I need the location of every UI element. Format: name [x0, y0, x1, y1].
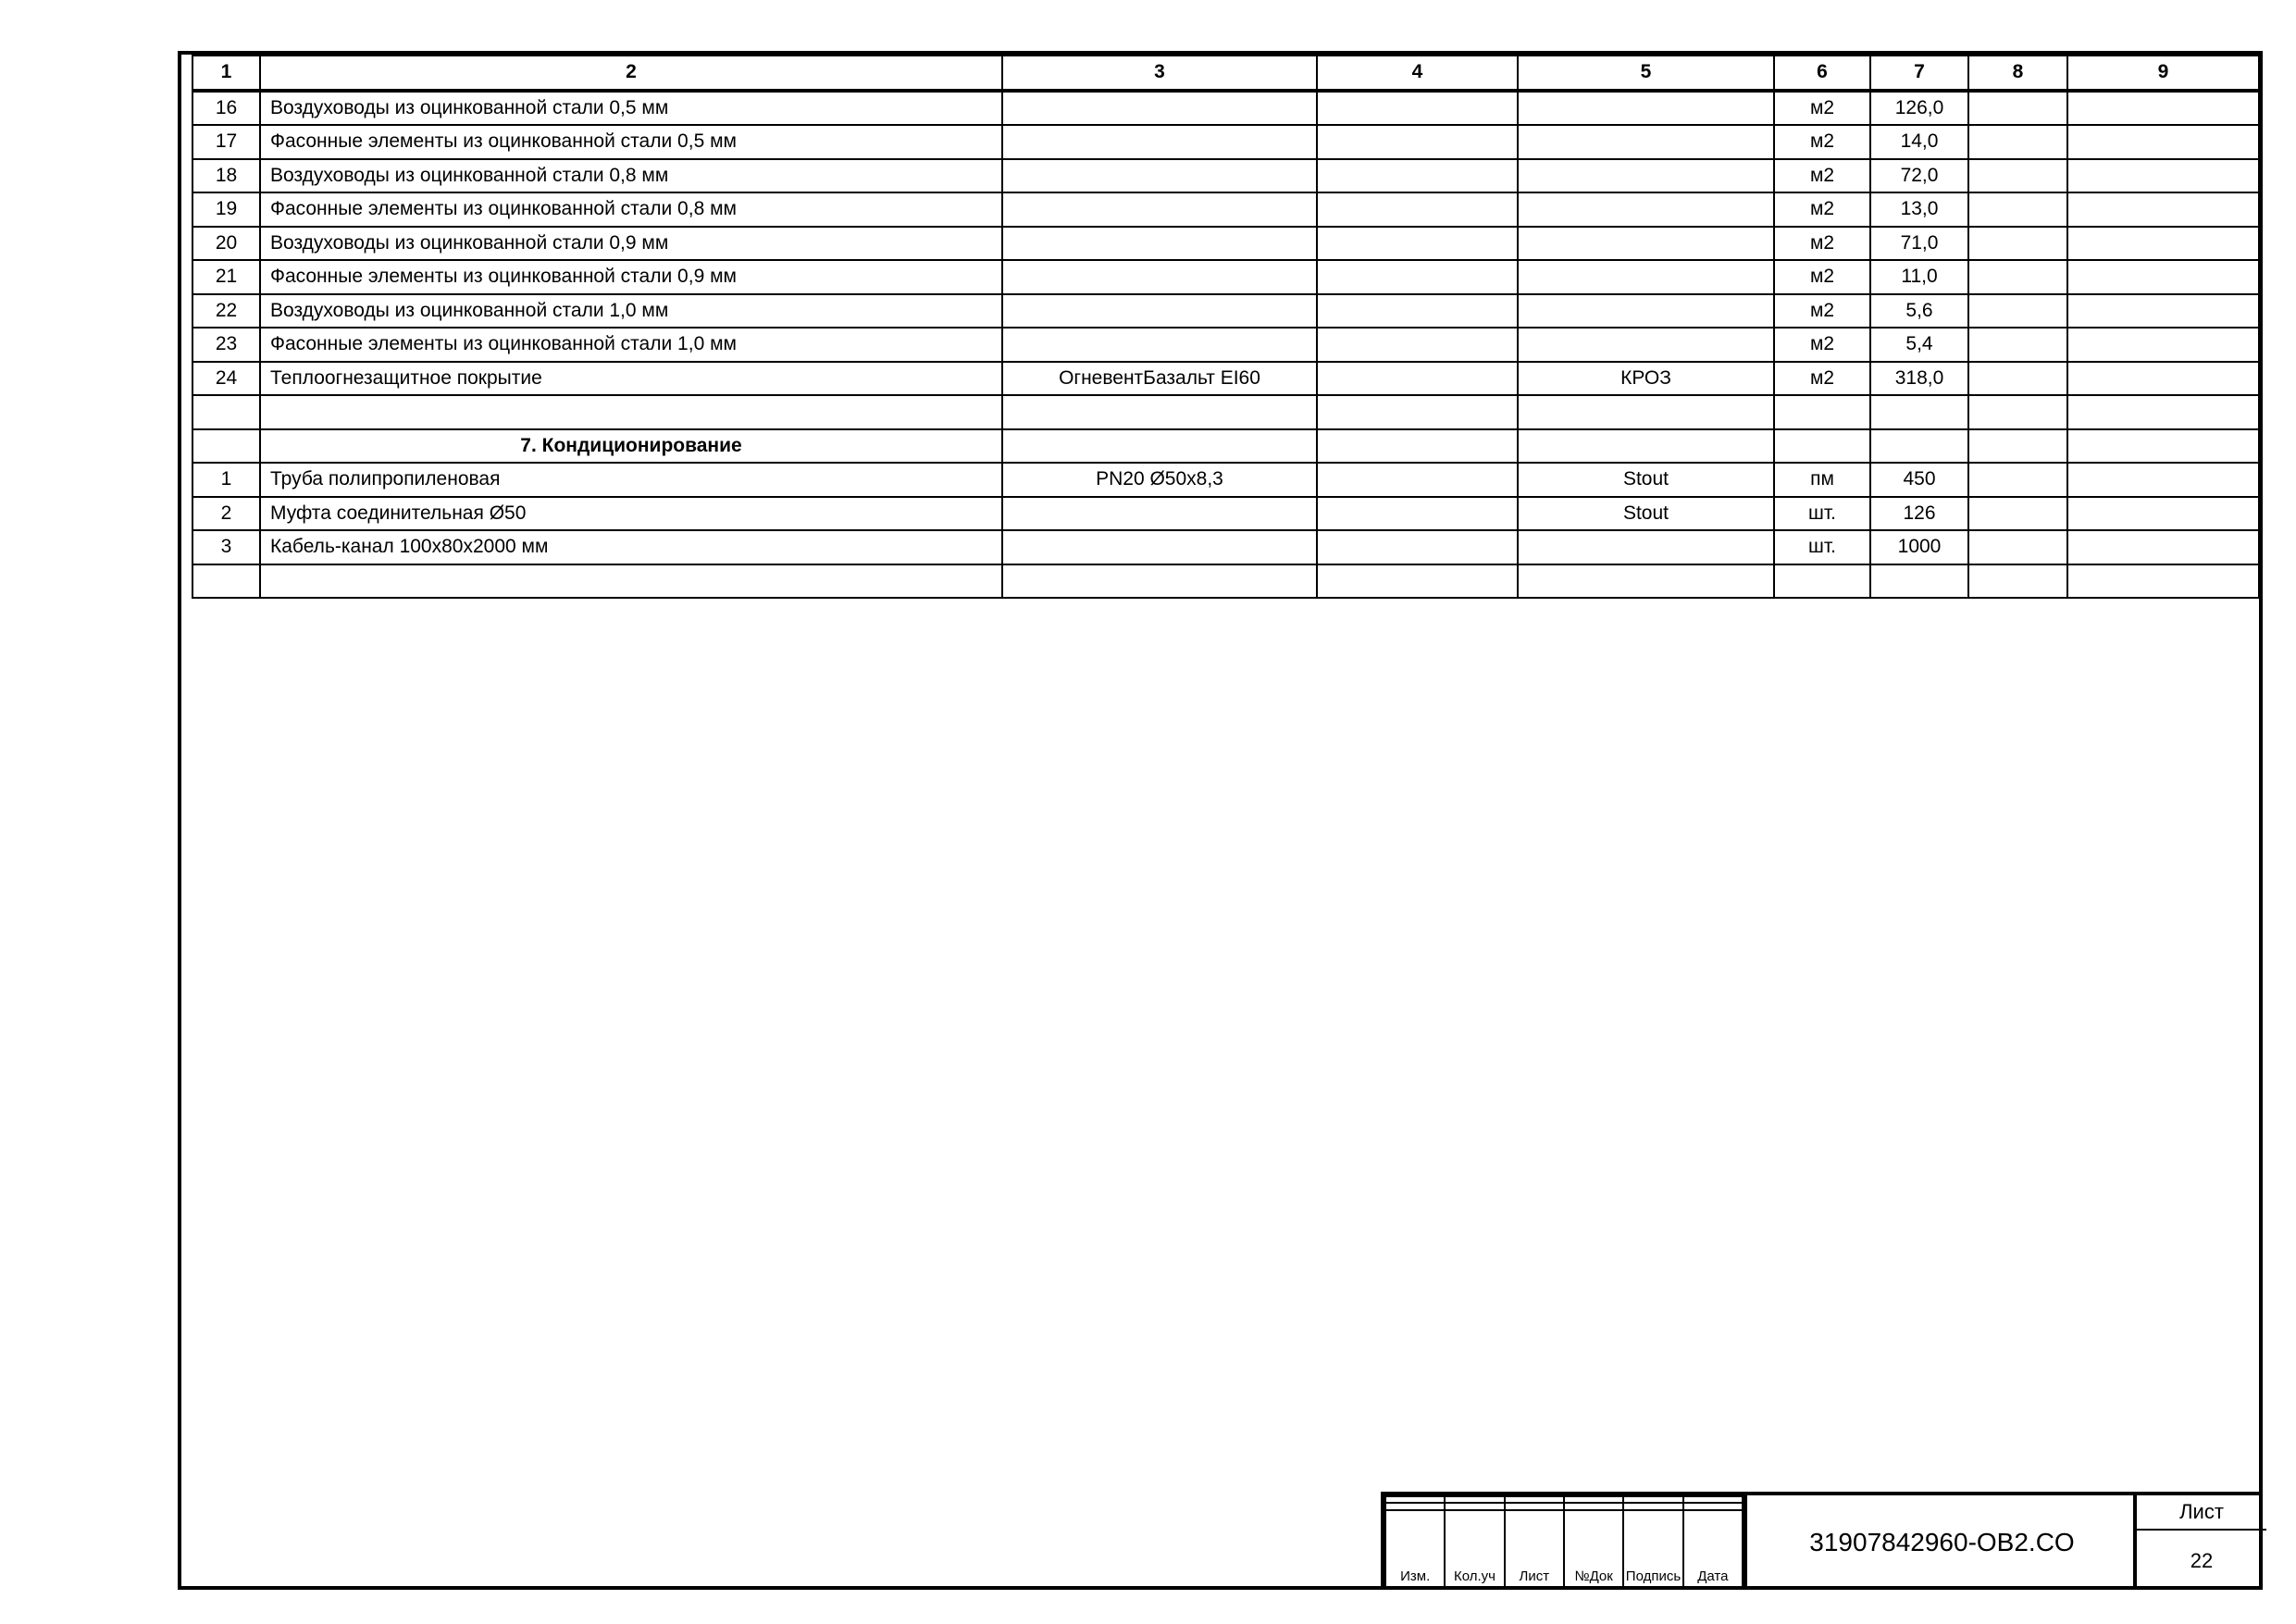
- cell-code: [1317, 463, 1518, 497]
- cell-n: 3: [192, 530, 260, 564]
- cell-n: [192, 395, 260, 429]
- cell-unit: м2: [1774, 192, 1870, 227]
- cell-n: 24: [192, 362, 260, 396]
- cell-qty: 14,0: [1870, 125, 1968, 159]
- cell-name: [260, 395, 1002, 429]
- cell-note: [2067, 227, 2259, 261]
- table-row: [192, 362, 2259, 396]
- cell-name: Фасонные элементы из оцинкованной стали 0,9 мм: [260, 260, 1002, 294]
- cell-n: 20: [192, 227, 260, 261]
- table-cell: [2067, 429, 2259, 464]
- cell-note: [2067, 362, 2259, 396]
- cell-maker: [1518, 260, 1774, 294]
- table-cell: [1518, 429, 1774, 464]
- cell-name: Воздуховоды из оцинкованной стали 0,9 мм: [260, 227, 1002, 261]
- cell-type: [1002, 159, 1317, 193]
- label-kol-uch: Кол.уч: [1445, 1510, 1504, 1589]
- cell-unit: шт.: [1774, 530, 1870, 564]
- cell-unit: шт.: [1774, 497, 1870, 531]
- document-code: 31907842960-OB2.CO: [1744, 1495, 2137, 1590]
- cell-name: Фасонные элементы из оцинкованной стали 0,5 мм: [260, 125, 1002, 159]
- cell-n: 18: [192, 159, 260, 193]
- table-row: [192, 463, 2259, 497]
- cell-type: [1002, 125, 1317, 159]
- specification-table: [192, 53, 2260, 599]
- table-cell: [1774, 429, 1870, 464]
- cell-type: [1002, 227, 1317, 261]
- cell-note: [2067, 91, 2259, 126]
- cell-name: Воздуховоды из оцинкованной стали 0,8 мм: [260, 159, 1002, 193]
- cell-maker: [1518, 328, 1774, 362]
- cell-mass: [1968, 362, 2067, 396]
- cell-note: [2067, 497, 2259, 531]
- cell-code: [1317, 227, 1518, 261]
- cell-mass: [1968, 497, 2067, 531]
- table-row: [192, 159, 2259, 193]
- cell-n: [192, 564, 260, 599]
- column-header-1: 1: [192, 55, 260, 91]
- cell-code: [1317, 530, 1518, 564]
- cell-qty: [1870, 564, 1968, 599]
- cell-note: [2067, 192, 2259, 227]
- cell-mass: [1968, 564, 2067, 599]
- cell-unit: м2: [1774, 227, 1870, 261]
- cell-n: 2: [192, 497, 260, 531]
- cell-note: [2067, 125, 2259, 159]
- cell-type: [1002, 192, 1317, 227]
- column-header-2: 2: [260, 55, 1002, 91]
- column-number-row: [192, 55, 2259, 91]
- column-header-3: 3: [1002, 55, 1317, 91]
- cell-name: Муфта соединительная Ø50: [260, 497, 1002, 531]
- cell-name: Воздуховоды из оцинкованной стали 1,0 мм: [260, 294, 1002, 329]
- cell-maker: Stout: [1518, 463, 1774, 497]
- table-row: [192, 294, 2259, 329]
- cell-name: Фасонные элементы из оцинкованной стали 1,0 мм: [260, 328, 1002, 362]
- cell-note: [2067, 159, 2259, 193]
- cell-n: 21: [192, 260, 260, 294]
- table-row: [192, 497, 2259, 531]
- cell-name: Воздуховоды из оцинкованной стали 0,5 мм: [260, 91, 1002, 126]
- cell-qty: 450: [1870, 463, 1968, 497]
- cell-maker: [1518, 395, 1774, 429]
- cell-mass: [1968, 395, 2067, 429]
- cell-qty: 5,6: [1870, 294, 1968, 329]
- cell-maker: [1518, 125, 1774, 159]
- cell-mass: [1968, 294, 2067, 329]
- label-data: Дата: [1683, 1510, 1743, 1589]
- cell-name: Фасонные элементы из оцинкованной стали 0,8 мм: [260, 192, 1002, 227]
- cell-qty: 126,0: [1870, 91, 1968, 126]
- cell-type: [1002, 530, 1317, 564]
- cell-qty: [1870, 395, 1968, 429]
- cell-n: 17: [192, 125, 260, 159]
- cell-type: PN20 Ø50х8,3: [1002, 463, 1317, 497]
- label-list: Лист: [1505, 1510, 1564, 1589]
- cell-qty: 5,4: [1870, 328, 1968, 362]
- table-cell: [192, 429, 260, 464]
- cell-mass: [1968, 260, 2067, 294]
- column-header-7: 7: [1870, 55, 1968, 91]
- cell-qty: 1000: [1870, 530, 1968, 564]
- section-title: 7. Кондиционирование: [260, 429, 1002, 464]
- table-cell: [1002, 429, 1317, 464]
- cell-mass: [1968, 91, 2067, 126]
- table-row: [192, 192, 2259, 227]
- cell-type: [1002, 564, 1317, 599]
- column-header-8: 8: [1968, 55, 2067, 91]
- cell-type: [1002, 328, 1317, 362]
- cell-code: [1317, 192, 1518, 227]
- cell-maker: [1518, 159, 1774, 193]
- table-row: [192, 91, 2259, 126]
- cell-unit: м2: [1774, 294, 1870, 329]
- cell-type: [1002, 91, 1317, 126]
- label-ndok: №Док: [1564, 1510, 1623, 1589]
- cell-code: [1317, 395, 1518, 429]
- cell-maker: [1518, 227, 1774, 261]
- column-header-4: 4: [1317, 55, 1518, 91]
- table-row: [192, 125, 2259, 159]
- cell-type: [1002, 497, 1317, 531]
- table-cell: [1317, 429, 1518, 464]
- cell-code: [1317, 362, 1518, 396]
- cell-maker: Stout: [1518, 497, 1774, 531]
- cell-maker: КРОЗ: [1518, 362, 1774, 396]
- cell-n: 1: [192, 463, 260, 497]
- cell-code: [1317, 497, 1518, 531]
- cell-note: [2067, 294, 2259, 329]
- cell-unit: м2: [1774, 159, 1870, 193]
- cell-code: [1317, 564, 1518, 599]
- column-header-5: 5: [1518, 55, 1774, 91]
- cell-name: Труба полипропиленовая: [260, 463, 1002, 497]
- cell-maker: [1518, 91, 1774, 126]
- cell-code: [1317, 260, 1518, 294]
- cell-code: [1317, 328, 1518, 362]
- cell-n: 19: [192, 192, 260, 227]
- sheet-label: Лист: [2137, 1495, 2266, 1531]
- cell-qty: 72,0: [1870, 159, 1968, 193]
- cell-code: [1317, 294, 1518, 329]
- cell-type: ОгневентБазальт EI60: [1002, 362, 1317, 396]
- cell-qty: 11,0: [1870, 260, 1968, 294]
- table-row: [192, 227, 2259, 261]
- cell-note: [2067, 395, 2259, 429]
- table-cell: [1870, 429, 1968, 464]
- cell-name: Кабель-канал 100х80х2000 мм: [260, 530, 1002, 564]
- cell-maker: [1518, 564, 1774, 599]
- cell-name: [260, 564, 1002, 599]
- table-row: [192, 260, 2259, 294]
- cell-maker: [1518, 192, 1774, 227]
- cell-mass: [1968, 227, 2067, 261]
- cell-mass: [1968, 159, 2067, 193]
- cell-n: 22: [192, 294, 260, 329]
- cell-unit: м2: [1774, 125, 1870, 159]
- cell-unit: пм: [1774, 463, 1870, 497]
- column-header-6: 6: [1774, 55, 1870, 91]
- cell-note: [2067, 564, 2259, 599]
- table-row: [192, 564, 2259, 599]
- cell-note: [2067, 260, 2259, 294]
- sheet-number: 22: [2190, 1549, 2214, 1572]
- cell-qty: 71,0: [1870, 227, 1968, 261]
- table-row: [192, 395, 2259, 429]
- cell-unit: м2: [1774, 91, 1870, 126]
- cell-mass: [1968, 328, 2067, 362]
- cell-code: [1317, 91, 1518, 126]
- cell-qty: 126: [1870, 497, 1968, 531]
- cell-note: [2067, 463, 2259, 497]
- cell-note: [2067, 530, 2259, 564]
- table-row: [192, 530, 2259, 564]
- cell-maker: [1518, 530, 1774, 564]
- cell-mass: [1968, 125, 2067, 159]
- cell-code: [1317, 125, 1518, 159]
- cell-qty: 318,0: [1870, 362, 1968, 396]
- cell-type: [1002, 395, 1317, 429]
- cell-mass: [1968, 530, 2067, 564]
- cell-code: [1317, 159, 1518, 193]
- cell-unit: м2: [1774, 260, 1870, 294]
- cell-unit: м2: [1774, 328, 1870, 362]
- cell-type: [1002, 294, 1317, 329]
- cell-mass: [1968, 192, 2067, 227]
- cell-n: 23: [192, 328, 260, 362]
- revision-grid: [1384, 1495, 1744, 1590]
- cell-qty: 13,0: [1870, 192, 1968, 227]
- cell-unit: [1774, 395, 1870, 429]
- cell-mass: [1968, 463, 2067, 497]
- title-block: [1381, 1492, 2263, 1590]
- label-izm: Изм.: [1385, 1510, 1445, 1589]
- cell-n: 16: [192, 91, 260, 126]
- cell-unit: м2: [1774, 362, 1870, 396]
- cell-maker: [1518, 294, 1774, 329]
- table-row: [192, 328, 2259, 362]
- cell-name: Теплоогнезащитное покрытие: [260, 362, 1002, 396]
- column-header-9: 9: [2067, 55, 2259, 91]
- section-row: [192, 429, 2259, 464]
- cell-note: [2067, 328, 2259, 362]
- cell-unit: [1774, 564, 1870, 599]
- sheet-box: [2133, 1495, 2266, 1590]
- table-cell: [1968, 429, 2067, 464]
- label-podpis: Подпись: [1623, 1510, 1682, 1589]
- cell-type: [1002, 260, 1317, 294]
